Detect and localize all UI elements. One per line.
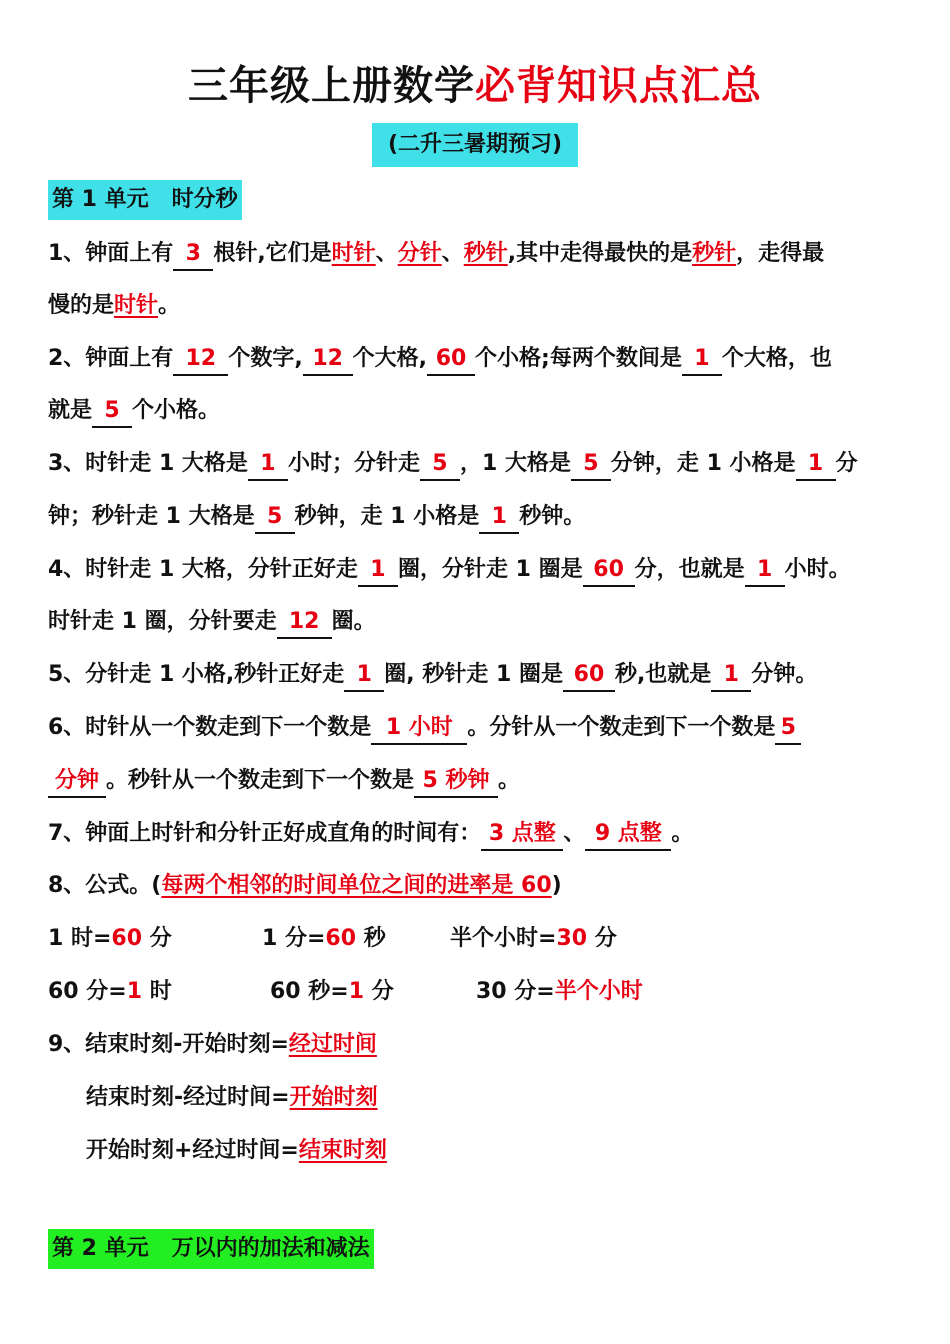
- formula-5: [270, 974, 394, 1010]
- text-span: ): [551, 873, 562, 898]
- text-span: 个数字,: [228, 346, 303, 371]
- text-span: 时针: [331, 241, 376, 266]
- text-span: 开始时刻+经过时间=: [86, 1138, 299, 1163]
- text-span: 个小格。: [132, 398, 221, 423]
- text-span: 圈。: [331, 609, 376, 634]
- item-6-line-2: [48, 763, 910, 799]
- text-span: 秒钟，走 1 小格是: [294, 504, 480, 529]
- text-span: 。: [498, 768, 521, 793]
- text-span: 1、钟面上有: [48, 241, 174, 266]
- text-span: 1: [348, 979, 365, 1004]
- text-span: 半个小时=: [450, 926, 557, 951]
- formula-6: [476, 974, 643, 1010]
- blank: 12: [277, 607, 332, 639]
- item-2-line-2: [48, 393, 910, 429]
- blank: 5: [420, 449, 460, 481]
- item-9-line-3: [86, 1133, 910, 1169]
- blank: 12: [303, 344, 353, 376]
- item-6-line-1: [48, 710, 910, 746]
- text-span: ，1 大格是: [459, 451, 571, 476]
- unit-2-heading: 第 2 单元 万以内的加法和减法: [48, 1229, 374, 1269]
- blank: 5: [92, 396, 132, 428]
- blank: 3: [173, 239, 213, 271]
- blank: 9 点整: [585, 819, 671, 851]
- blank: 5: [571, 449, 611, 481]
- blank: 5 秒钟: [414, 766, 498, 798]
- text-span: 、: [441, 241, 464, 266]
- text-span: 秒针: [463, 241, 508, 266]
- blank: 3 点整: [481, 819, 563, 851]
- text-span: 慢的是: [48, 293, 115, 318]
- text-span: 时: [142, 979, 172, 1004]
- page-subtitle: (二升三暑期预习): [372, 123, 578, 167]
- title-red: 必背知识点汇总: [475, 63, 762, 109]
- item-7-line: [48, 816, 910, 852]
- formula-2: [262, 921, 386, 957]
- text-span: 分: [587, 926, 617, 951]
- blank: 5: [775, 713, 801, 745]
- title-black: 三年级上册数学: [188, 63, 475, 109]
- item-3-line-1: [48, 446, 910, 482]
- text-span: 60 秒=: [270, 979, 349, 1004]
- text-span: 钟；秒针走 1 大格是: [48, 504, 255, 529]
- text-span: 经过时间: [288, 1032, 377, 1057]
- text-span: 时针: [114, 293, 159, 318]
- blank: 60: [427, 344, 475, 376]
- item-1-line-2: [48, 288, 910, 324]
- text-span: 2、钟面上有: [48, 346, 174, 371]
- text-span: 开始时刻: [289, 1085, 378, 1110]
- text-span: 、: [563, 821, 586, 846]
- item-9-line-1: [48, 1027, 910, 1063]
- text-span: 就是: [48, 398, 93, 423]
- text-span: 个大格,: [352, 346, 428, 371]
- text-span: ,其中走得最快的是: [507, 241, 693, 266]
- blank: 1: [248, 449, 288, 481]
- text-span: 分: [142, 926, 172, 951]
- text-span: 3、时针走 1 大格是: [48, 451, 248, 476]
- blank: 1: [479, 502, 519, 534]
- text-span: 秒针: [692, 241, 737, 266]
- text-span: 个小格;每两个数间是: [475, 346, 682, 371]
- blank: 60: [563, 660, 615, 692]
- text-span: 秒,也就是: [614, 662, 712, 687]
- formula-3: [450, 921, 617, 957]
- text-span: 。秒针从一个数走到下一个数是: [106, 768, 415, 793]
- item-4-line-1: [48, 552, 910, 588]
- text-span: 圈, 秒针走 1 圈是: [384, 662, 563, 687]
- text-span: 小时。: [784, 557, 851, 582]
- blank: 1 小时: [371, 713, 467, 745]
- blank: 1: [745, 555, 785, 587]
- blank: 1: [358, 555, 398, 587]
- text-span: 半个小时: [554, 979, 643, 1004]
- text-span: 根针,它们是: [213, 241, 332, 266]
- formula-4: [48, 974, 172, 1010]
- text-span: 分针: [397, 241, 442, 266]
- text-span: 个大格，也: [721, 346, 832, 371]
- text-span: 。分针从一个数走到下一个数是: [467, 715, 776, 740]
- text-span: 30: [556, 926, 588, 951]
- text-span: 30 分=: [476, 979, 555, 1004]
- blank: 60: [583, 555, 635, 587]
- text-span: 60 分=: [48, 979, 127, 1004]
- text-span: 、: [375, 241, 398, 266]
- unit-1-heading: 第 1 单元 时分秒: [48, 180, 242, 220]
- text-span: 时针走 1 圈，分针要走: [48, 609, 277, 634]
- text-span: 6、时针从一个数走到下一个数是: [48, 715, 372, 740]
- item-9-line-2: [86, 1080, 910, 1116]
- text-span: 60: [325, 926, 357, 951]
- text-span: 每两个相邻的时间单位之间的进率是 60: [161, 873, 552, 898]
- text-span: 。: [671, 821, 694, 846]
- text-span: 1: [126, 979, 143, 1004]
- text-span: 分，也就是: [634, 557, 745, 582]
- item-1-line-1: [48, 236, 910, 272]
- text-span: 秒: [356, 926, 386, 951]
- text-span: 5、分针走 1 小格,秒针正好走: [48, 662, 345, 687]
- blank: 1: [711, 660, 751, 692]
- text-span: 分: [364, 979, 394, 1004]
- text-span: 分: [835, 451, 858, 476]
- blank: 分钟: [48, 766, 106, 798]
- page-title: [0, 58, 950, 114]
- item-5-line: [48, 657, 910, 693]
- formula-1: [48, 921, 172, 957]
- text-span: 结束时刻: [298, 1138, 387, 1163]
- blank: 5: [255, 502, 295, 534]
- text-span: 9、结束时刻-开始时刻=: [48, 1032, 289, 1057]
- text-span: 。: [158, 293, 181, 318]
- text-span: 分钟，走 1 小格是: [610, 451, 796, 476]
- text-span: 60: [111, 926, 143, 951]
- text-span: 圈，分针走 1 圈是: [397, 557, 583, 582]
- blank: 12: [173, 344, 228, 376]
- blank: 1: [682, 344, 722, 376]
- blank: 1: [796, 449, 836, 481]
- text-span: 8、公式。(: [48, 873, 162, 898]
- item-2-line-1: [48, 341, 910, 377]
- text-span: ，走得最: [736, 241, 825, 266]
- blank: 1: [344, 660, 384, 692]
- item-3-line-2: [48, 499, 910, 535]
- text-span: 7、钟面上时针和分针正好成直角的时间有：: [48, 821, 482, 846]
- text-span: 结束时刻-经过时间=: [86, 1085, 290, 1110]
- item-8-line: [48, 868, 910, 904]
- text-span: 秒钟。: [519, 504, 586, 529]
- text-span: 4、时针走 1 大格，分针正好走: [48, 557, 358, 582]
- text-span: 1 分=: [262, 926, 326, 951]
- text-span: 分钟。: [751, 662, 818, 687]
- item-4-line-2: [48, 604, 910, 640]
- text-span: 小时；分针走: [287, 451, 420, 476]
- text-span: 1 时=: [48, 926, 112, 951]
